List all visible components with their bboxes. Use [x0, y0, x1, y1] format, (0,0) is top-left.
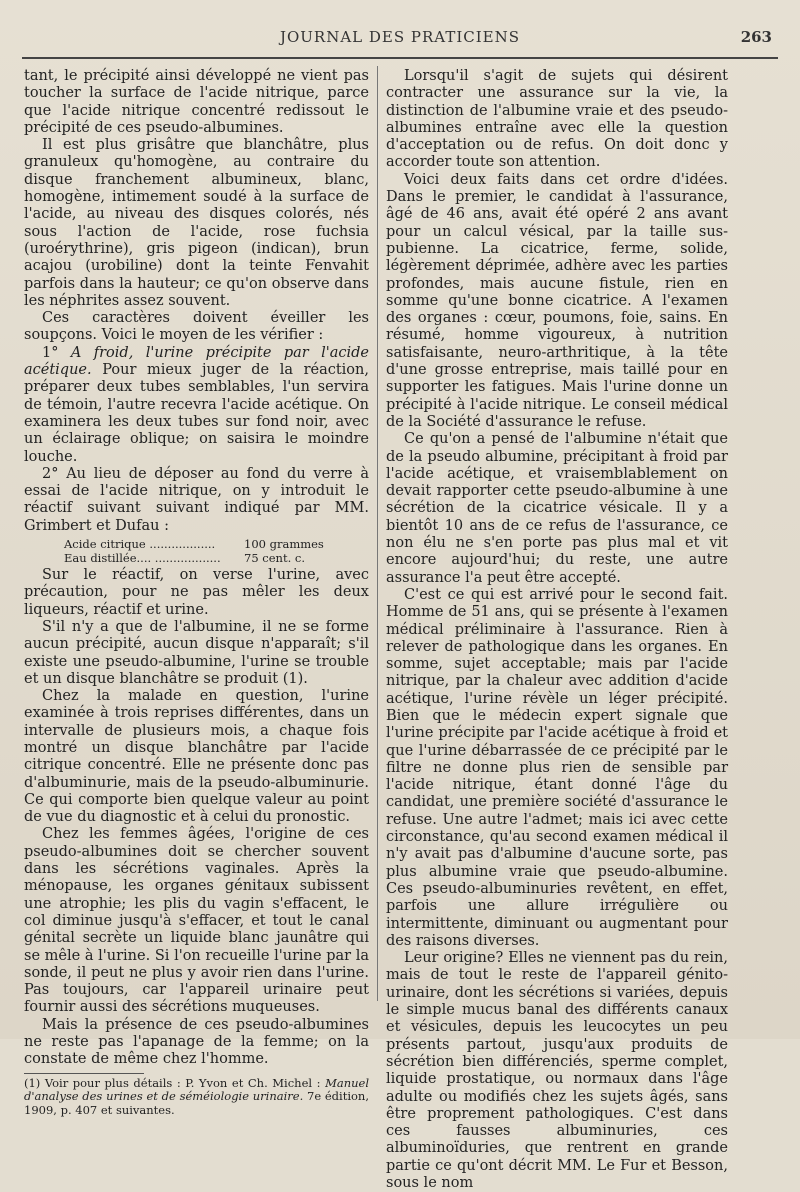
- paragraph: Il est plus grisâtre que blanchâtre, plus granuleux qu'homogène, au contraire du disque franchement albumineux, blanc, homogène, intimement soudé à la surface de l'acide, au niveau des disques colorés, nés sous l'action de l'acide, rose fuchsia (uroérythrine), gris pigeon (indican), brun acajou (urobiline) dont la teinte Fenvahit parfois dans la hauteur; ce qu'on observe dans les néphrites assez souvent.: [24, 137, 369, 309]
- paragraph: Leur origine? Elles ne viennent pas du rein, mais de tout le reste de l'appareil génito-urinaire, dont les sécrétions si variées, depuis le simple mucus banal des différents canaux et vésicules, depuis les leucocytes un peu présents partout, jusqu'aux produits de sécrétion bien différenciés, sperme complet, liquide prostatique, ou normaux dans l'âge adulte ou modifiés chez les sujets âgés, sans être proprement pathologiques. C'est dans ces fausses albuminuries, ces albuminoïduries, que rentrent en grande partie ce qu'ont décrit MM. Le Fur et Besson, sous le nom: [386, 950, 728, 1191]
- paragraph: S'il n'y a que de l'albumine, il ne se forme aucun précipité, aucun disque n'apparaît; s'il existe une pseudo-albumine, l'urine se trouble et un disque blanchâtre se produit (1).: [24, 618, 369, 687]
- paragraph: tant, le précipité ainsi développé ne vient pas toucher la surface de l'acide nitrique, parce que l'acide nitrique concentré redissout le précipité de ces pseudo-albumines.: [24, 68, 369, 136]
- paragraph: 2° Au lieu de déposer au fond du verre à essai de l'acide nitrique, on y introduit le réactif suivant suivant indiqué par MM. Grimbert et Dufau :: [24, 465, 369, 534]
- paragraph-text: Pour mieux juger de la réaction, préparer deux tubes semblables, l'un servira de témoin, l'autre recevra l'acide acétique. On examinera les deux tubes sur fond noir, avec un éclairage oblique; on saisira le moindre louche.: [24, 362, 369, 465]
- footnote-rule: [24, 1073, 144, 1074]
- footnote-text: (1) Voir pour plus détails : P. Yvon et Ch. Michel :: [24, 1075, 326, 1090]
- recipe-quantity: 100 grammes: [244, 537, 324, 552]
- left-column: [24, 68, 369, 1117]
- page-header: [20, 28, 780, 52]
- paragraph: Chez la malade en question, l'urine examinée à trois reprises différentes, dans un intervalle de plusieurs mois, a chaque fois montré un disque blanchâtre par l'acide citrique concentré. Elle ne présente donc pas d'albuminurie, mais de la pseudo-albuminurie. Ce qui comporte bien quelque valeur au point de vue du diagnostic et à celui du pronostic.: [24, 688, 369, 826]
- paragraph: C'est ce qui est arrivé pour le second fait. Homme de 51 ans, qui se présente à l'examen médical préliminaire à l'assurance. Rien à relever de pathologique dans les organes. En somme, sujet acceptable; mais par l'acide nitrique, par la chaleur avec addition d'acide acétique, l'urine révèle un léger précipité. Bien que le médecin expert signale que l'urine précipite par l'acide acétique à froid et que l'urine débarrassée de ce précipité par le filtre ne donne plus rien de sensible par l'acide nitrique, étant donné l'âge du candidat, une première société d'assurance le refuse. Une autre l'admet; mais ici avec cette circonstance, qu'au second examen médical il n'y avait pas d'albumine d'aucune sorte, pas plus albumine vraie que pseudo-albumine. Ces pseudo-albuminuries revêtent, en effet, parfois une allure irrégulière ou intermittente, diminuant ou augmentant pour des raisons diverses.: [386, 586, 728, 949]
- right-column: [386, 68, 728, 1192]
- recipe-ingredient: Acide citrique ..................: [64, 537, 216, 552]
- paragraph: Chez les femmes âgées, l'origine de ces pseudo-albumines doit se chercher souvent dans les sécrétions vaginales. Après la ménopause, les organes génitaux subissent une atrophie; les plis du vagin s'effacent, le col diminue jusqu'à s'effacer, et tout le canal génital secrète un liquide blanc jaunâtre qui se mêle à l'urine. Si l'on recueille l'urine par la sonde, il peut ne plus y avoir rien dans l'urine. Pas toujours, car l'appareil urinaire peut fournir aussi des sécrétions muqueuses.: [24, 826, 369, 1016]
- page-number: 263: [740, 28, 772, 46]
- paragraph: Voici deux faits dans cet ordre d'idées. Dans le premier, le candidat à l'assurance, âgé de 46 ans, avait été opéré 2 ans avant pour un calcul vésical, par la taille sus-pubienne. La cicatrice, ferme, solide, légèrement déprimée, adhère avec les parties profondes, mais aucune fistule, rien en somme qu'une bonne cicatrice. A l'examen des organes : cœur, poumons, foie, sains. En résumé, homme vigoureux, à nutrition satisfaisante, neuro-arthritique, à la tête d'une grosse entreprise, mais taillé pour en supporter les fatigues. Mais l'urine donne un précipité à l'acide nitrique. Le conseil médical de la Société d'assurance le refuse.: [386, 171, 728, 430]
- footnote: [24, 1077, 369, 1118]
- recipe-row: [24, 551, 369, 565]
- column-divider: [377, 66, 378, 1001]
- paragraph: Sur le réactif, on verse l'urine, avec précaution, pour ne pas mêler les deux liqueurs, réactif et urine.: [24, 567, 369, 618]
- header-rule: [22, 57, 778, 59]
- recipe-quantity: 75 cent. c.: [244, 551, 305, 566]
- list-marker: 1°: [42, 344, 71, 361]
- recipe-row: [24, 537, 369, 551]
- recipe-ingredient: Eau distillée.... ..................: [64, 551, 221, 566]
- paragraph: Mais la présence de ces pseudo-albumines ne reste pas l'apanage de la femme; on la constate de même chez l'homme.: [24, 1016, 369, 1068]
- recipe-table: [24, 537, 369, 565]
- paragraph: Ce qu'on a pensé de l'albumine n'était que de la pseudo albumine, précipitant à froid par l'acide acétique, et vraisemblablement on devait rapporter cette pseudo-albumine à une sécrétion de la cicatrice vésicale. Il y a bientôt 10 ans de ce refus de l'assurance, ce non élu ne s'en porte pas plus mal et vit encore aujourd'hui; du reste, une autre assurance l'a peut être accepté.: [386, 431, 728, 586]
- paragraph: [24, 345, 369, 466]
- footnote-text: 7e édition, 1909, p. 407 et suivantes.: [24, 1089, 369, 1117]
- paragraph: Ces caractères doivent éveiller les soupçons. Voici le moyen de les vérifier :: [24, 310, 369, 344]
- paragraph: Lorsqu'il s'agit de sujets qui désirent contracter une assurance sur la vie, la distinction de l'albumine vraie et des pseudo-albumines entraîne avec elle la question d'acceptation ou de refus. On doit donc y accorder toute son attention.: [386, 68, 728, 171]
- footnote-book-title: Manuel d'analyse des urines et de séméiologie urinaire.: [24, 1075, 369, 1104]
- journal-title: JOURNAL DES PRATICIENS: [279, 28, 521, 46]
- italic-heading: A froid, l'urine précipite par l'acide acétique.: [24, 344, 370, 379]
